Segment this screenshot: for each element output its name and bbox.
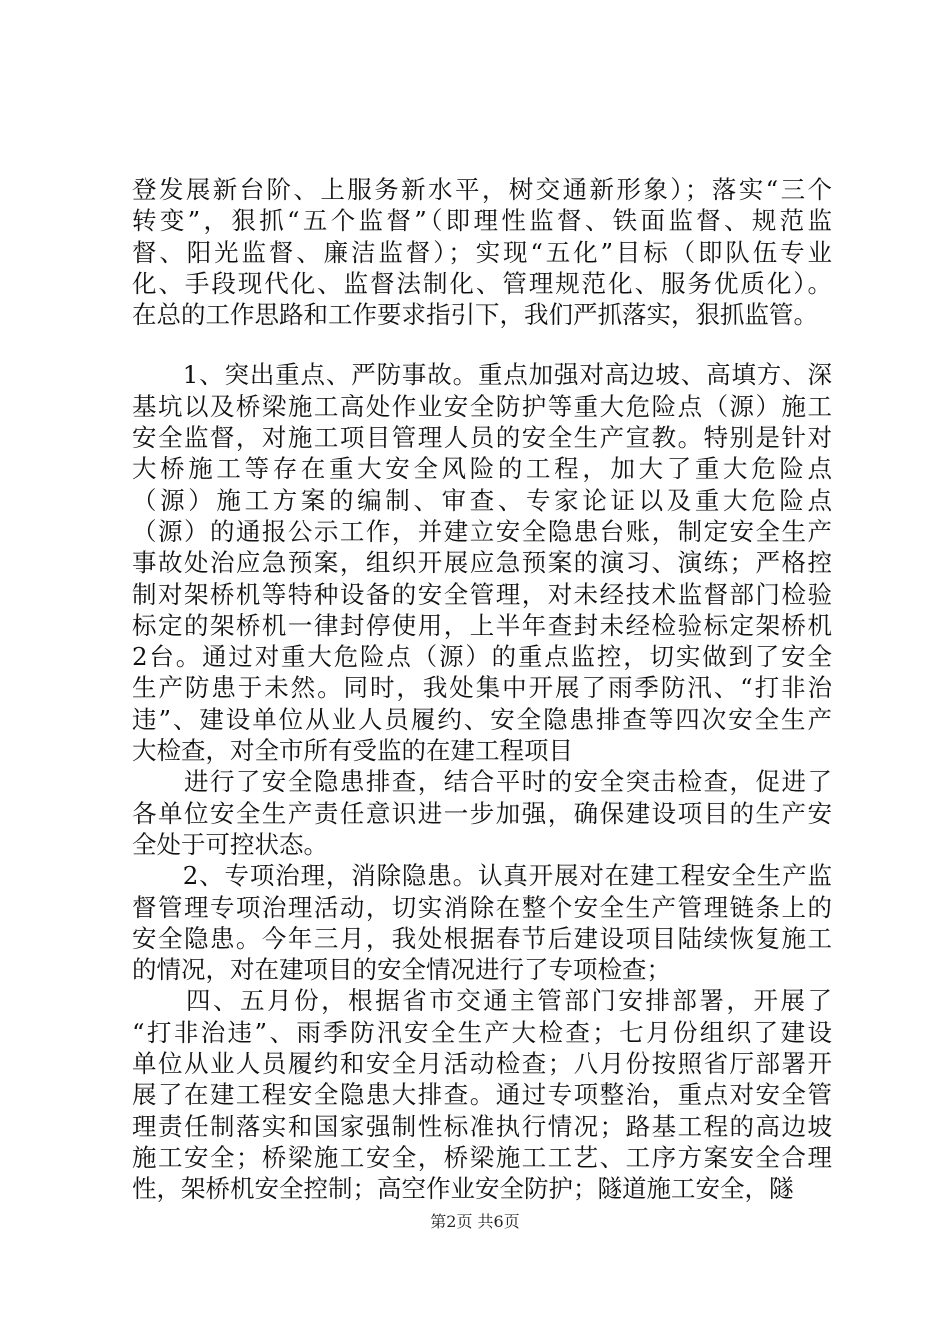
- text-line: 四、五月份，根据省市交通主管部门安排部署，开展了: [132, 986, 832, 1016]
- text-line: 安全监督，对施工项目管理人员的安全生产宣教。特别是针对: [132, 423, 832, 453]
- text-line: （源）施工方案的编制、审查、专家论证以及重大危险点: [132, 485, 832, 515]
- paragraph: [132, 359, 832, 766]
- text-line: 安全隐患。今年三月，我处根据春节后建设项目陆续恢复施工: [132, 923, 832, 953]
- text-line: （源）的通报公示工作，并建立安全隐患台账，制定安全生产: [132, 516, 832, 546]
- paragraph: [132, 766, 832, 860]
- paragraph: [132, 860, 832, 985]
- text-line: 督管理专项治理活动，切实消除在整个安全生产管理链条上的: [132, 892, 832, 922]
- text-line: 单位从业人员履约和安全月活动检查；八月份按照省厅部署开: [132, 1049, 832, 1079]
- text-line: 登发展新台阶、上服务新水平，树交通新形象）；落实“三个: [132, 175, 832, 204]
- page-footer: 第2页 共6页: [430, 1212, 520, 1231]
- text-line: 大桥施工等存在重大安全风险的工程，加大了重大危险点: [132, 454, 832, 484]
- text-line: 2台。通过对重大危险点（源）的重点监控，切实做到了安全: [132, 642, 832, 672]
- document-body: [132, 174, 832, 1205]
- paragraph-gap: [132, 330, 832, 359]
- text-line: 转变”，狠抓“五个监督”（即理性监督、铁面监督、规范监: [132, 206, 832, 236]
- text-line: 全处于可控状态。: [132, 829, 328, 859]
- text-line: 基坑以及桥梁施工高处作业安全防护等重大危险点（源）施工: [132, 391, 832, 421]
- text-line: 各单位安全生产责任意识进一步加强，确保建设项目的生产安: [132, 798, 832, 828]
- text-line: 违”、建设单位从业人员履约、安全隐患排查等四次安全生产: [132, 704, 832, 734]
- text-line: 性，架桥机安全控制；高空作业安全防护；隧道施工安全，隧: [132, 1174, 794, 1204]
- text-line: 化、手段现代化、监督法制化、管理规范化、服务优质化）。: [132, 268, 832, 298]
- text-line: 制对架桥机等特种设备的安全管理，对未经技术监督部门检验: [132, 579, 832, 609]
- text-line: 督、阳光监督、廉洁监督）；实现“五化”目标（即队伍专业: [132, 237, 832, 267]
- text-line: 2、专项治理，消除隐患。认真开展对在建工程安全生产监: [132, 861, 832, 891]
- text-line: 理责任制落实和国家强制性标准执行情况；路基工程的高边坡: [132, 1111, 832, 1141]
- text-line: 标定的架桥机一律封停使用，上半年查封未经检验标定架桥机: [132, 610, 832, 640]
- text-line: 在总的工作思路和工作要求指引下，我们严抓落实，狠抓监管。: [132, 300, 818, 330]
- text-line: 大检查，对全市所有受监的在建工程项目: [132, 736, 573, 766]
- text-line: 进行了安全隐患排查，结合平时的安全突击检查，促进了: [132, 767, 832, 797]
- text-line: “打非治违”、雨季防汛安全生产大检查；七月份组织了建设: [132, 1017, 832, 1047]
- text-line: 展了在建工程安全隐患大排查。通过专项整治，重点对安全管: [132, 1080, 832, 1110]
- text-line: 生产防患于未然。同时，我处集中开展了雨季防汛、“打非治: [132, 673, 832, 703]
- paragraph: [132, 985, 832, 1204]
- text-line: 的情况，对在建项目的安全情况进行了专项检查；: [132, 955, 671, 985]
- text-line: 1、突出重点、严防事故。重点加强对高边坡、高填方、深: [132, 360, 832, 390]
- text-line: 事故处治应急预案，组织开展应急预案的演习、演练；严格控: [132, 548, 832, 578]
- text-line: 施工安全；桥梁施工安全，桥梁施工工艺、工序方案安全合理: [132, 1142, 832, 1172]
- paragraph: [132, 174, 832, 330]
